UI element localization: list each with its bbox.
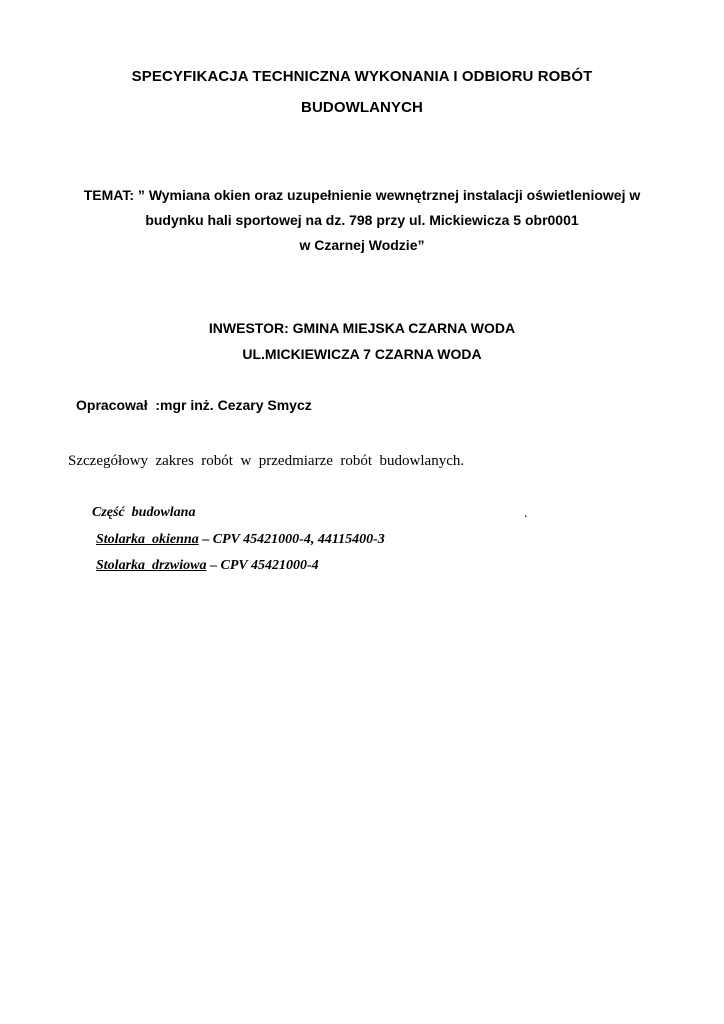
- title-line-2: BUDOWLANYCH: [301, 99, 423, 116]
- temat-line-1: TEMAT: ” Wymiana okien oraz uzupełnienie wewnętrznej instalacji oświetleniowej w: [83, 187, 641, 203]
- list-item-window-joinery: [96, 532, 385, 548]
- list-item-name: Stolarka okienna: [96, 532, 199, 547]
- title-line-1: SPECYFIKACJA TECHNICZNA WYKONANIA I ODBIORU ROBÓT: [131, 68, 593, 85]
- section-dot: .: [524, 506, 528, 521]
- inwestor-line-1: INWESTOR: GMINA MIEJSKA CZARNA WODA: [208, 320, 516, 336]
- temat-line-2: budynku hali sportowej na dz. 798 przy ul. Mickiewicza 5 obr0001: [145, 212, 579, 228]
- scope-sentence: Szczegółowy zakres robót w przedmiarze robót budowlanych.: [68, 453, 465, 469]
- inwestor-line-2: UL.MICKIEWICZA 7 CZARNA WODA: [242, 346, 482, 362]
- author-line: Opracował :mgr inż. Cezary Smycz: [76, 397, 312, 413]
- section-heading: Część budowlana: [92, 505, 196, 520]
- list-item-door-joinery: [96, 558, 319, 574]
- list-item-cpv: – CPV 45421000-4: [206, 558, 319, 573]
- list-item-cpv: – CPV 45421000-4, 44115400-3: [198, 532, 385, 547]
- list-item-name: Stolarka drzwiowa: [96, 558, 207, 573]
- temat-line-3: w Czarnej Wodzie”: [299, 237, 425, 253]
